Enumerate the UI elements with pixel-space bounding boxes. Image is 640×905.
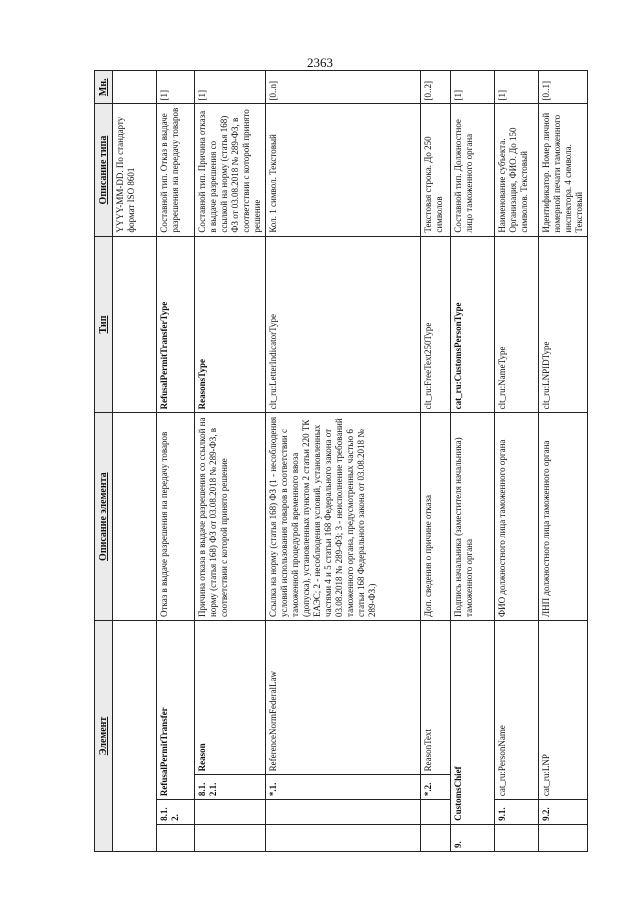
indent-cell (421, 800, 451, 825)
indent-cell (495, 824, 539, 851)
row-type-description: Идентификатор. Номер личной номерной печати таможенного инспектора. 4 символа. Текстовый (539, 104, 588, 236)
indent-cell (266, 824, 421, 851)
row-type-description: Составной тип. Должностное лицо таможенного органа (451, 104, 495, 236)
row-multiplicity: [1] (157, 71, 195, 104)
row-description: Отказ в выдаче разрешения на передачу товаров (157, 413, 195, 621)
row-element-name: RefusalPermitTransfer (157, 620, 195, 799)
row-multiplicity: [0..2] (421, 71, 451, 104)
row-description (113, 413, 157, 621)
table-row (195, 71, 266, 852)
header-description: Описание элемента (95, 413, 113, 621)
table-row (539, 71, 588, 852)
row-multiplicity: [1] (495, 71, 539, 104)
indent-cell (157, 824, 195, 851)
row-type: RefusalPermitTransferType (157, 236, 195, 413)
row-type-description: Наименование субъекта. Организация, ФИО. До 150 символов. Текстовый (495, 104, 539, 236)
row-description: ФИО должностного лица таможенного органа (495, 413, 539, 621)
row-description: Подпись начальника (заместителя начальника) таможенного органа (451, 413, 495, 621)
indent-cell (539, 824, 588, 851)
row-multiplicity: [1] (451, 71, 495, 104)
row-description: ЛНП должностного лица таможенного органа (539, 413, 588, 621)
row-description: Причина отказа в выдаче разрешения со ссылкой на норму (статья 168) ФЗ от 03.08.2018 № 289-ФЗ, в соответствии с которой принято решение (195, 413, 266, 621)
row-number: 9.2. (539, 800, 588, 825)
row-number: *.1. (266, 775, 421, 800)
row-type (113, 236, 157, 413)
row-type-description: YYYY-MM-DD. По стандарту формат ISO 8601 (113, 104, 157, 236)
header-multiplicity: Мн. (95, 71, 113, 104)
row-type: cat_ru:CustomsPersonType (451, 236, 495, 413)
row-element-name: cat_ru:PersonName (495, 620, 539, 799)
table-row (451, 71, 495, 852)
row-element-name: Reason (195, 620, 266, 774)
row-type: clt_ru:LetterIndicatorType (266, 236, 421, 413)
row-element-name: ReasonText (421, 620, 451, 774)
table-row (266, 71, 421, 852)
row-multiplicity: [1] (195, 71, 266, 104)
header-type-description: Описание типа (95, 104, 113, 236)
row-number: 8.1.2.1. (195, 775, 266, 800)
indent-cell (195, 800, 266, 825)
row-description: Доп. сведения о причине отказа (421, 413, 451, 621)
row-type: clt_ru:NameType (495, 236, 539, 413)
table-row (157, 71, 195, 852)
row-number: 9.1. (495, 800, 539, 825)
row-type: ReasonsType (195, 236, 266, 413)
row-element-name: cat_ru:LNP (539, 620, 588, 799)
header-type: Тип (95, 236, 113, 413)
page-number: 2363 (307, 55, 333, 70)
row-type-description: Составной тип. Отказ в выдаче разрешения на передачу товаров (157, 104, 195, 236)
row-number: *.2. (421, 775, 451, 800)
row-type-description: Кол. 1 символ. Текстовый (266, 104, 421, 236)
row-type-description: Составной тип. Причина отказа в выдаче разрешения со ссылкой на норму (статья 168) ФЗ от 03.08.2018 № 289-ФЗ, в соответствии с которой принято решение (195, 104, 266, 236)
row-multiplicity (113, 71, 157, 104)
row-type-description: Текстовая строка. До 250 символов (421, 104, 451, 236)
indent-cell (421, 824, 451, 851)
row-number: 9. (451, 824, 495, 851)
table-row (421, 71, 451, 852)
table-header-row (95, 71, 113, 852)
row-multiplicity: [0..n] (266, 71, 421, 104)
indent-cell (266, 800, 421, 825)
element-description-table (94, 70, 588, 852)
indent-cell (195, 824, 266, 851)
row-number: 8.1.2. (157, 800, 195, 825)
rotated-table-area (94, 70, 584, 852)
row-multiplicity: [0..1] (539, 71, 588, 104)
row-type: clt_ru:FreeText250Type (421, 236, 451, 413)
table-row (495, 71, 539, 852)
header-element: Элемент (95, 620, 113, 851)
row-element-empty (113, 620, 157, 851)
table-row (113, 71, 157, 852)
row-element-name: ReferenceNormFederalLaw (266, 620, 421, 774)
row-description: Ссылка на норму (статья 168) ФЗ (1 - несоблюдения условий использования товаров в соответствии с таможенной процедурой временного ввоза (допуска), установленных пунктом 2 статьи 220 ТК ЕАЭС; 2 - несоблюдения условий, установленных частями 4 и 5 статьи 168 Федерального закона от 03.08.2018 № 289-ФЗ; 3 - неисполнение требований таможенного органа, предусмотренных частью 6 статьи 168 Федерального закона от 03.08.2018 № 289-ФЗ.) (266, 413, 421, 621)
row-type: clt_ru:LNPIDType (539, 236, 588, 413)
row-element-name: CustomsChief (451, 620, 495, 824)
rotated-page-content (94, 70, 584, 852)
